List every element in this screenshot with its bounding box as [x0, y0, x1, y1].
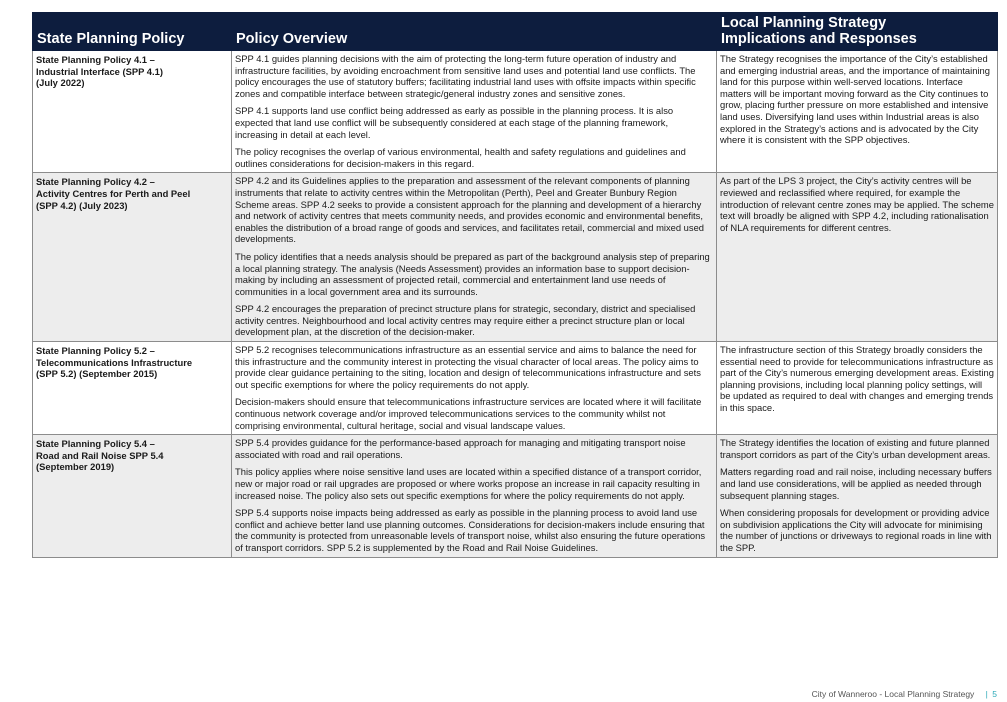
page-footer	[812, 689, 997, 699]
response-paragraph: Matters regarding road and rail noise, including necessary buffers and land use considerations, will be applied as needed through subsequent planning stages.	[720, 466, 992, 501]
overview-cell	[232, 342, 717, 435]
footer-document-title: City of Wanneroo - Local Planning Strategy	[811, 689, 975, 699]
table-header-row	[33, 13, 998, 51]
policy-cell	[33, 173, 232, 342]
policy-name-line: Road and Rail Noise SPP 5.4	[36, 449, 164, 461]
response-cell	[717, 173, 998, 342]
overview-paragraph: SPP 4.2 encourages the preparation of precinct structure plans for strategic, secondary, district and specialised activity centres. Neighbourhood and local activity centres may require either a precinct structure plan or local development plan, at the discretion of the decision-maker.	[235, 303, 696, 338]
policy-name-line: (SPP 5.2) (September 2015)	[36, 368, 158, 380]
policy-name-line: Telecommunications Infrastructure	[36, 356, 193, 368]
policy-name-line: State Planning Policy 5.2 –	[36, 345, 155, 357]
policy-name-line: Activity Centres for Perth and Peel	[36, 187, 191, 199]
policy-name-line: State Planning Policy 4.1 –	[36, 54, 155, 65]
response-paragraph: The Strategy identifies the location of existing and future planned transport corridors as part of the City’s urban development areas.	[720, 437, 991, 460]
policy-name-line: State Planning Policy 5.4 –	[36, 438, 155, 450]
overview-paragraph: This policy applies where noise sensitive land uses are located within a specified distance of a transport corridor, new or major road or rail upgrades are proposed or where works propose an increase in rail capacity resulting in increased noise. The policy also sets out specific exemptions for where the policy requirements do not apply.	[235, 466, 702, 501]
policy-name-line: (September 2019)	[36, 461, 115, 473]
table-row-spp-4-1	[33, 51, 998, 173]
overview-paragraph: The policy identifies that a needs analysis should be prepared as part of the background analysis step of preparing a local planning strategy. The analysis (Needs Assessment) provides an information base to support decision-making by including an assessment of projected retail, commercial and entertainment land use needs of communities in a local government area and its surrounds.	[235, 250, 710, 297]
header-policy-overview: Policy Overview	[232, 13, 717, 51]
response-cell	[717, 51, 998, 173]
overview-cell	[232, 51, 717, 173]
policy-name-line: Industrial Interface (SPP 4.1)	[36, 65, 163, 77]
policy-cell	[33, 342, 232, 435]
policy-cell	[33, 51, 232, 173]
overview-paragraph: SPP 4.1 supports land use conflict being addressed as early as possible in the planning process. It is also expected that land use conflict will be subsequently considered at each stage of the planning framework, increasing in detail at each level.	[235, 105, 674, 140]
overview-paragraph: Decision-makers should ensure that telecommunications infrastructure services are located where it will facilitate continuous network coverage and/or improved telecommunications services to the community whilst not comprising environmental, cultural heritage, social and visual landscape values.	[235, 396, 702, 431]
response-cell	[717, 342, 998, 435]
policy-table	[32, 12, 998, 558]
header-lps-line-1: Local Planning Strategy	[721, 15, 887, 31]
overview-paragraph: SPP 5.4 supports noise impacts being addressed as early as possible in the planning process to avoid land use conflict and achieve better land use planning outcomes. Considerations for decision-makers include ensuring that the community is protected from unreasonable levels of transport noise, whilst also ensuring the future operations of transport corridors. SPP 5.2 is supplemented by the Road and Rail Noise Guidelines.	[235, 507, 706, 553]
header-lps-implications	[717, 13, 998, 51]
overview-cell	[232, 173, 717, 342]
policy-name-line: State Planning Policy 4.2 –	[36, 176, 155, 188]
response-paragraph: The infrastructure section of this Strategy broadly considers the essential need to provide for telecommunications infrastructure as part of the City’s numerous emerging development areas. Existing planning provisions, including local planning policy settings, will be updated as required to deal with changes and emerging trends in this space.	[720, 344, 994, 414]
footer-separator: |	[985, 689, 988, 699]
table-row-spp-4-2	[33, 173, 998, 342]
table-row-spp-5-4	[33, 435, 998, 557]
overview-cell	[232, 435, 717, 557]
policy-name-line: (SPP 4.2) (July 2023)	[36, 199, 128, 211]
response-cell	[717, 435, 998, 557]
overview-paragraph: SPP 4.2 and its Guidelines applies to the preparation and assessment of the relevant components of planning instruments that relate to activity centres within the Metropolitan (Perth), Peel and Greater Bunbury Region Scheme areas. SPP 4.2 seeks to provide a consistent approach for the planning and development of a hierarchy and network of activity centres that meets community needs, and provides economic and environmental benefits, enables the distribution of a broad range of goods and services, and facilitates retail, commercial and mixed used developments.	[235, 175, 705, 245]
header-state-planning-policy: State Planning Policy	[33, 13, 232, 51]
policy-cell	[33, 435, 232, 557]
response-paragraph: As part of the LPS 3 project, the City’s activity centres will be reviewed and reclassified where required, for example the introduction of relevant centre zones may be applied. The scheme text will broadly be aligned with SPP 4.2, including rationalisation of NLA requirements for different centres.	[720, 175, 994, 233]
table-row-spp-5-2	[33, 342, 998, 435]
response-paragraph: When considering proposals for development or providing advice on subdivision applications the City will advocate for minimising the number of junctions or driveways to regional roads in line with the SPP.	[720, 507, 992, 553]
header-lps-line-2: Implications and Responses	[721, 31, 917, 47]
page-number: 5	[992, 689, 997, 699]
policy-name-line: (July 2022)	[36, 77, 85, 89]
overview-paragraph: SPP 4.1 guides planning decisions with the aim of protecting the long-term future operation of industry and infrastructure facilities, by avoiding encroachment from sensitive land uses and potential land use conflicts. The policy encourages the use of statutory buffers; facilitating industrial land uses with offsite impacts within specific zones and compatible interface between strategic/general industry zones and sensitive zones.	[235, 53, 696, 99]
response-paragraph: The Strategy recognises the importance of the City’s established and emerging industrial areas, and the importance of maintaining land for this purpose within well-served locations. Interface matters will be important moving forward as the City continues to grow, placing further pressure on more established and intensive land uses. Diversifying land uses within Industrial areas is also explored in the Strategy’s actions and is advocated by the City where it is consistent with the SPP objectives.	[720, 53, 990, 146]
overview-paragraph: SPP 5.2 recognises telecommunications infrastructure as an essential service and aims to balance the need for this infrastructure and the community interest in protecting the visual character of local areas. The policy aims to provide clear guidance pertaining to the siting, location and design of telecommunications infrastructure and sets out specific exemptions for where the policy requirements do not apply.	[235, 344, 701, 390]
overview-paragraph: SPP 5.4 provides guidance for the performance-based approach for managing and mitigating transport noise associated with road and rail operations.	[235, 437, 686, 460]
overview-paragraph: The policy recognises the overlap of various environmental, health and safety regulations and guidelines and outlines considerations for decision-makers in this regard.	[235, 146, 686, 169]
